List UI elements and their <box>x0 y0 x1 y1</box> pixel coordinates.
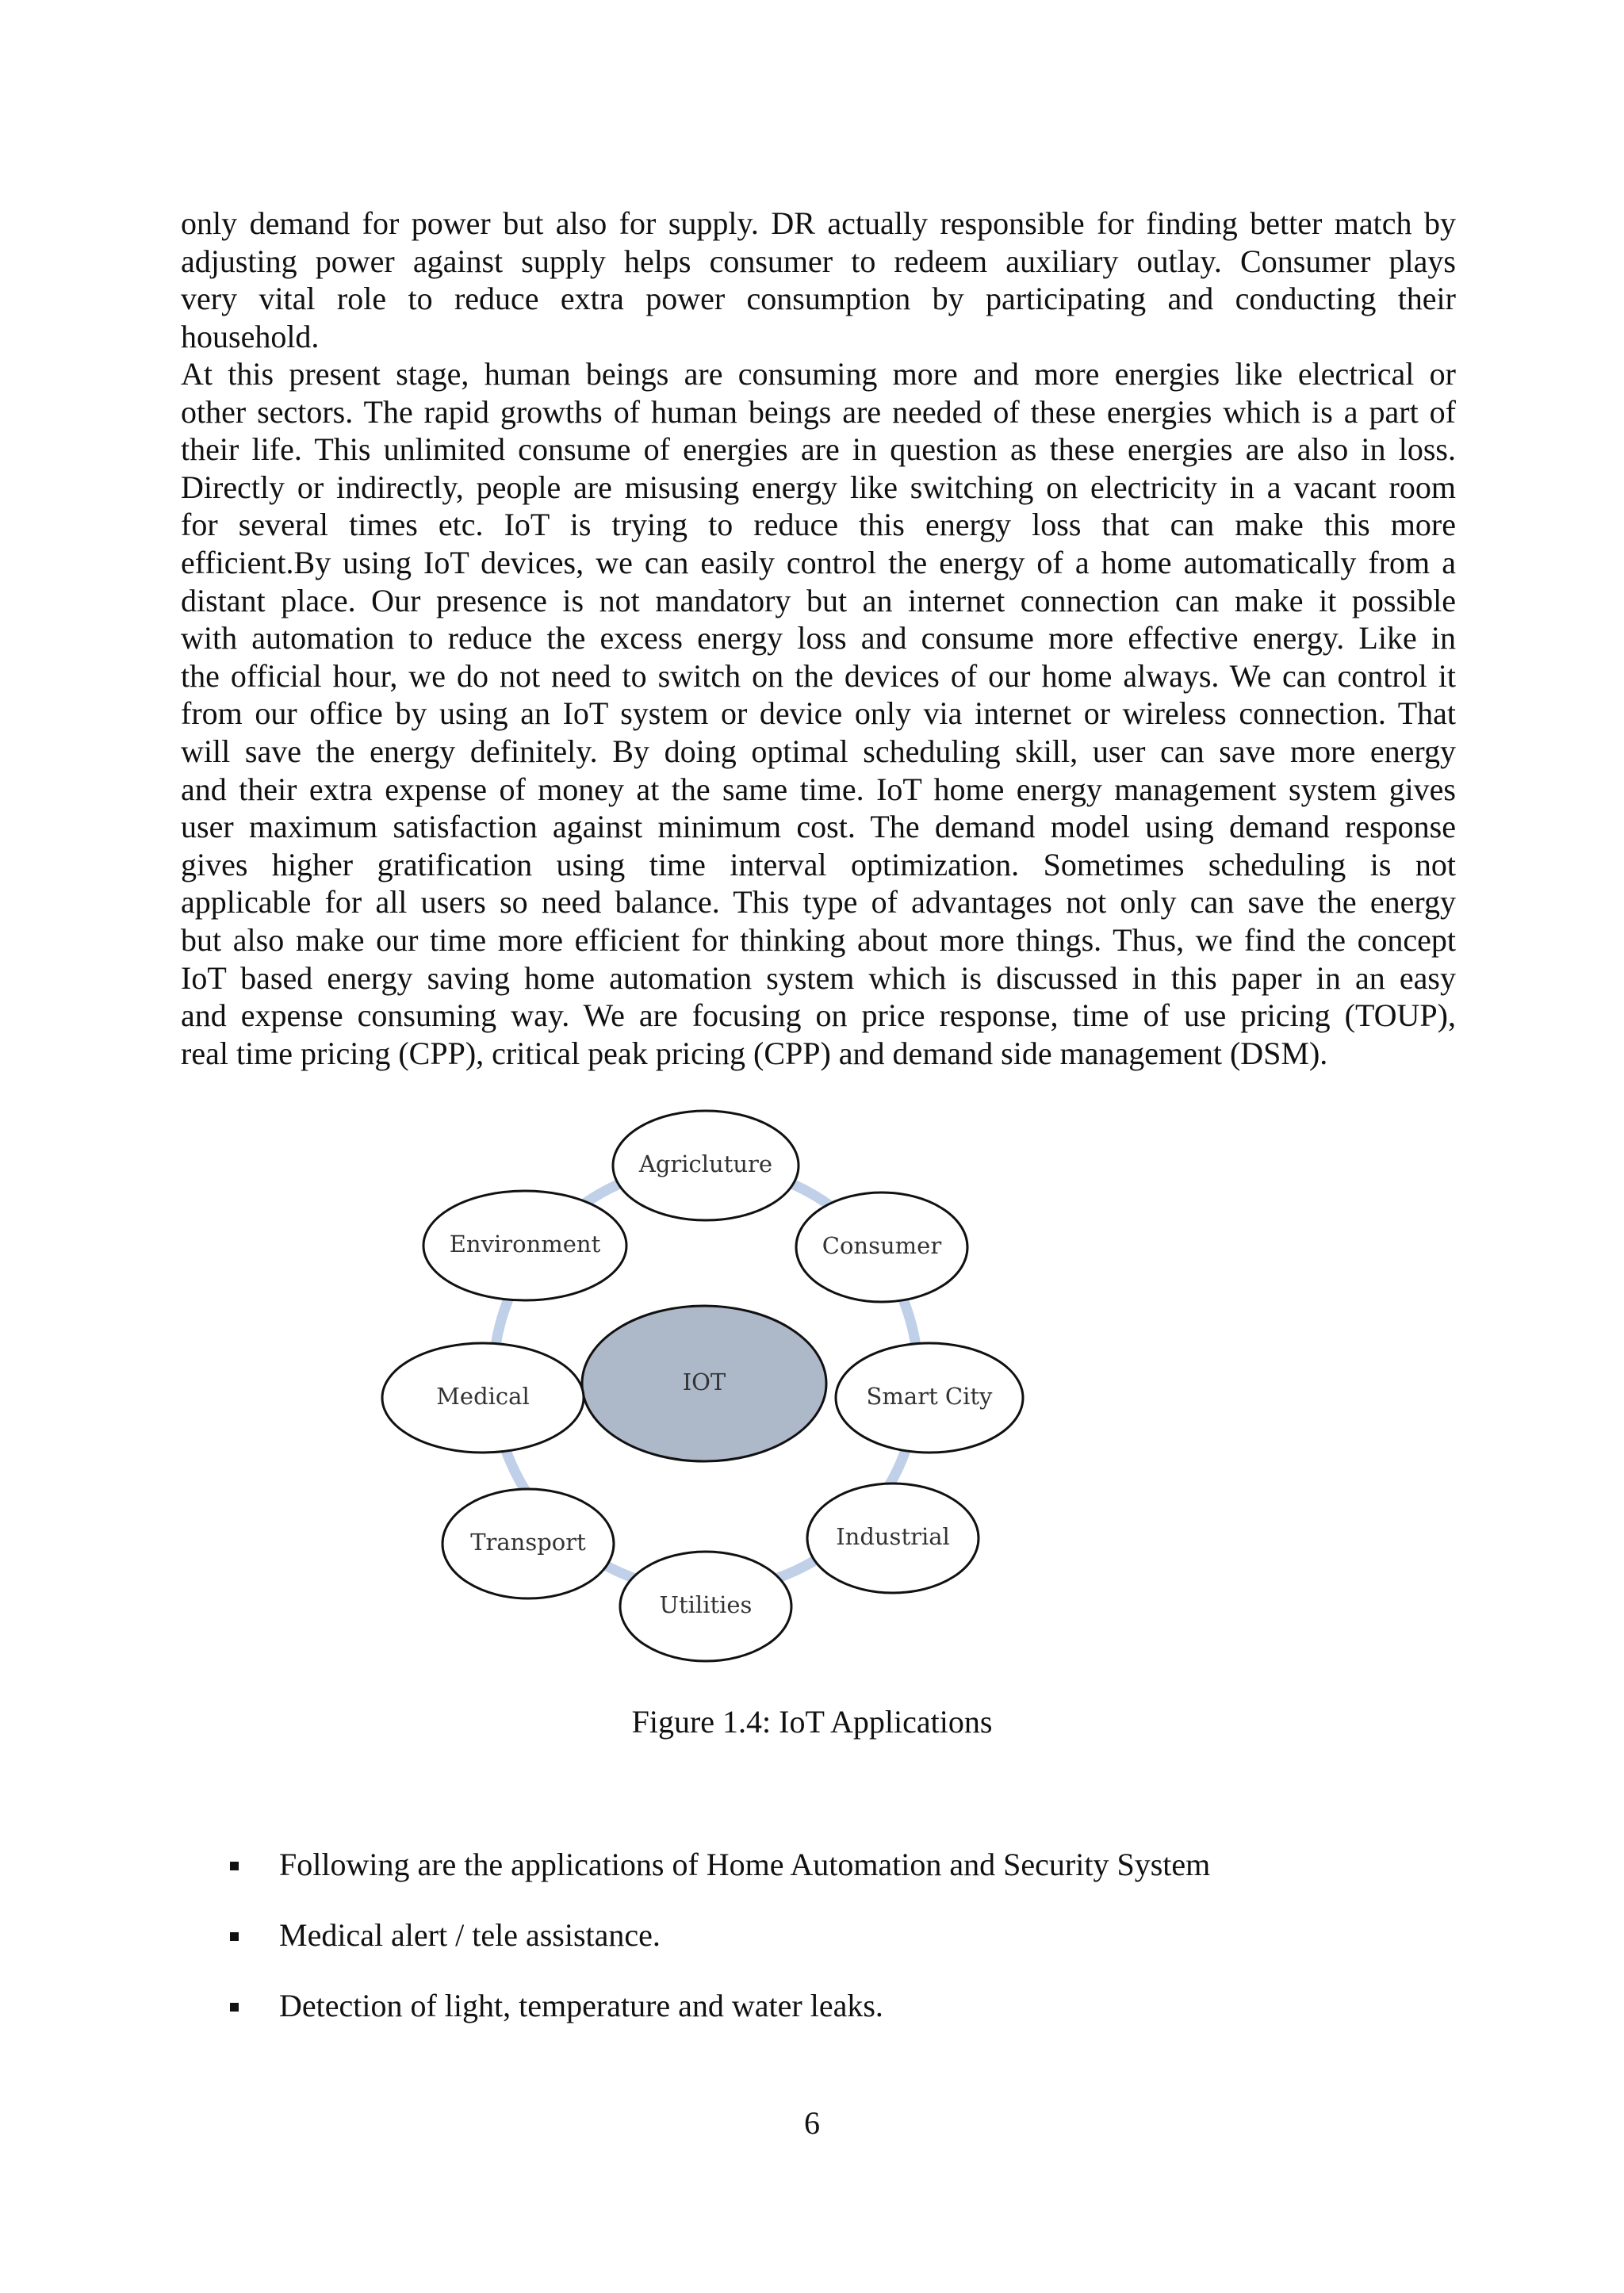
bullet-list <box>230 1846 1210 2058</box>
text-line: from our office by using an IoT system or device only via internet or wireless connection. That <box>181 695 1456 732</box>
text-line: user maximum satisfaction against minimum cost. The demand model using demand response <box>181 809 1456 845</box>
list-item <box>230 1987 1210 2025</box>
text-line: and expense consuming way. We are focusing on price response, time of use pricing (TOUP), <box>181 997 1456 1034</box>
node-label: Environment <box>449 1231 601 1258</box>
paragraph-1 <box>181 205 1456 355</box>
node-utilities <box>620 1552 791 1661</box>
node-consumer <box>796 1192 967 1302</box>
text-line: the official hour, we do not need to switch on the devices of our home always. We can control it <box>181 657 1456 694</box>
node-label: Industrial <box>836 1523 950 1550</box>
paragraph-2 <box>181 355 1456 1072</box>
diagram-canvas <box>373 1102 1031 1677</box>
node-label: Smart City <box>866 1383 993 1410</box>
text-line: real time pricing (CPP), critical peak pricing (CPP) and demand side management (DSM). <box>181 1035 1328 1071</box>
bullet-square-icon <box>230 1862 239 1870</box>
iot-center-node <box>582 1306 826 1461</box>
node-medical <box>382 1343 584 1453</box>
text-line: Directly or indirectly, people are misusing energy like switching on electricity in a vacant room <box>181 469 1456 505</box>
node-transport <box>442 1489 614 1598</box>
node-industrial <box>807 1483 979 1593</box>
list-item <box>230 1846 1210 1884</box>
text-line: adjusting power against supply helps consumer to redeem auxiliary outlay. Consumer plays <box>181 243 1456 279</box>
text-line: and their extra expense of money at the same time. IoT home energy management system gives <box>181 771 1456 807</box>
page-number: 6 <box>804 2105 820 2141</box>
text-line: for several times etc. IoT is trying to reduce this energy loss that can make this more <box>181 507 1456 543</box>
text-line: but also make our time more efficient for thinking about more things. Thus, we find the concept <box>181 921 1456 958</box>
node-agriculture <box>613 1111 799 1220</box>
text-line: only demand for power but also for supply. DR actually responsible for finding better match by <box>181 205 1456 241</box>
text-line: with automation to reduce the excess energy loss and consume more effective energy. Like in <box>181 620 1456 657</box>
text-line: efficient.By using IoT devices, we can easily control the energy of a home automatically from a <box>181 544 1456 580</box>
text-line: At this present stage, human beings are consuming more and more energies like electrical or <box>181 356 1456 392</box>
node-label: Agricluture <box>638 1150 773 1177</box>
node-label: Consumer <box>822 1232 942 1259</box>
bullet-square-icon <box>230 1932 239 1941</box>
node-label: Medical <box>436 1383 530 1410</box>
node-label: Transport <box>470 1529 586 1556</box>
figure-caption: Figure 1.4: IoT Applications <box>631 1704 993 1740</box>
list-item-text: Medical alert / tele assistance. <box>279 1917 661 1953</box>
text-line: applicable for all users so need balance. This type of advantages not only can save the energy <box>181 884 1456 921</box>
text-line: household. <box>181 318 320 354</box>
bullet-square-icon <box>230 2003 239 2012</box>
node-smart-city <box>836 1343 1023 1453</box>
node-label: Utilities <box>659 1591 753 1618</box>
text-line: gives higher gratification using time interval optimization. Sometimes scheduling is not <box>181 846 1456 882</box>
text-line: their life. This unlimited consume of energies are in question as these energies are also in loss. <box>181 431 1456 468</box>
list-item-text: Following are the applications of Home Automation and Security System <box>279 1847 1211 1882</box>
list-item-text: Detection of light, temperature and water leaks. <box>279 1988 883 2023</box>
iot-applications-diagram <box>373 1102 1031 1677</box>
text-line: IoT based energy saving home automation system which is discussed in this paper in an easy <box>181 959 1456 996</box>
node-environment <box>423 1191 626 1300</box>
text-line: very vital role to reduce extra power consumption by participating and conducting their <box>181 281 1456 317</box>
text-line: distant place. Our presence is not mandatory but an internet connection can make it possible <box>181 582 1456 618</box>
list-item <box>230 1916 1210 1954</box>
text-line: will save the energy definitely. By doing optimal scheduling skill, user can save more energy <box>181 733 1456 769</box>
text-line: other sectors. The rapid growths of human beings are needed of these energies which is a part of <box>181 393 1456 430</box>
iot-center-label: IOT <box>682 1369 726 1395</box>
